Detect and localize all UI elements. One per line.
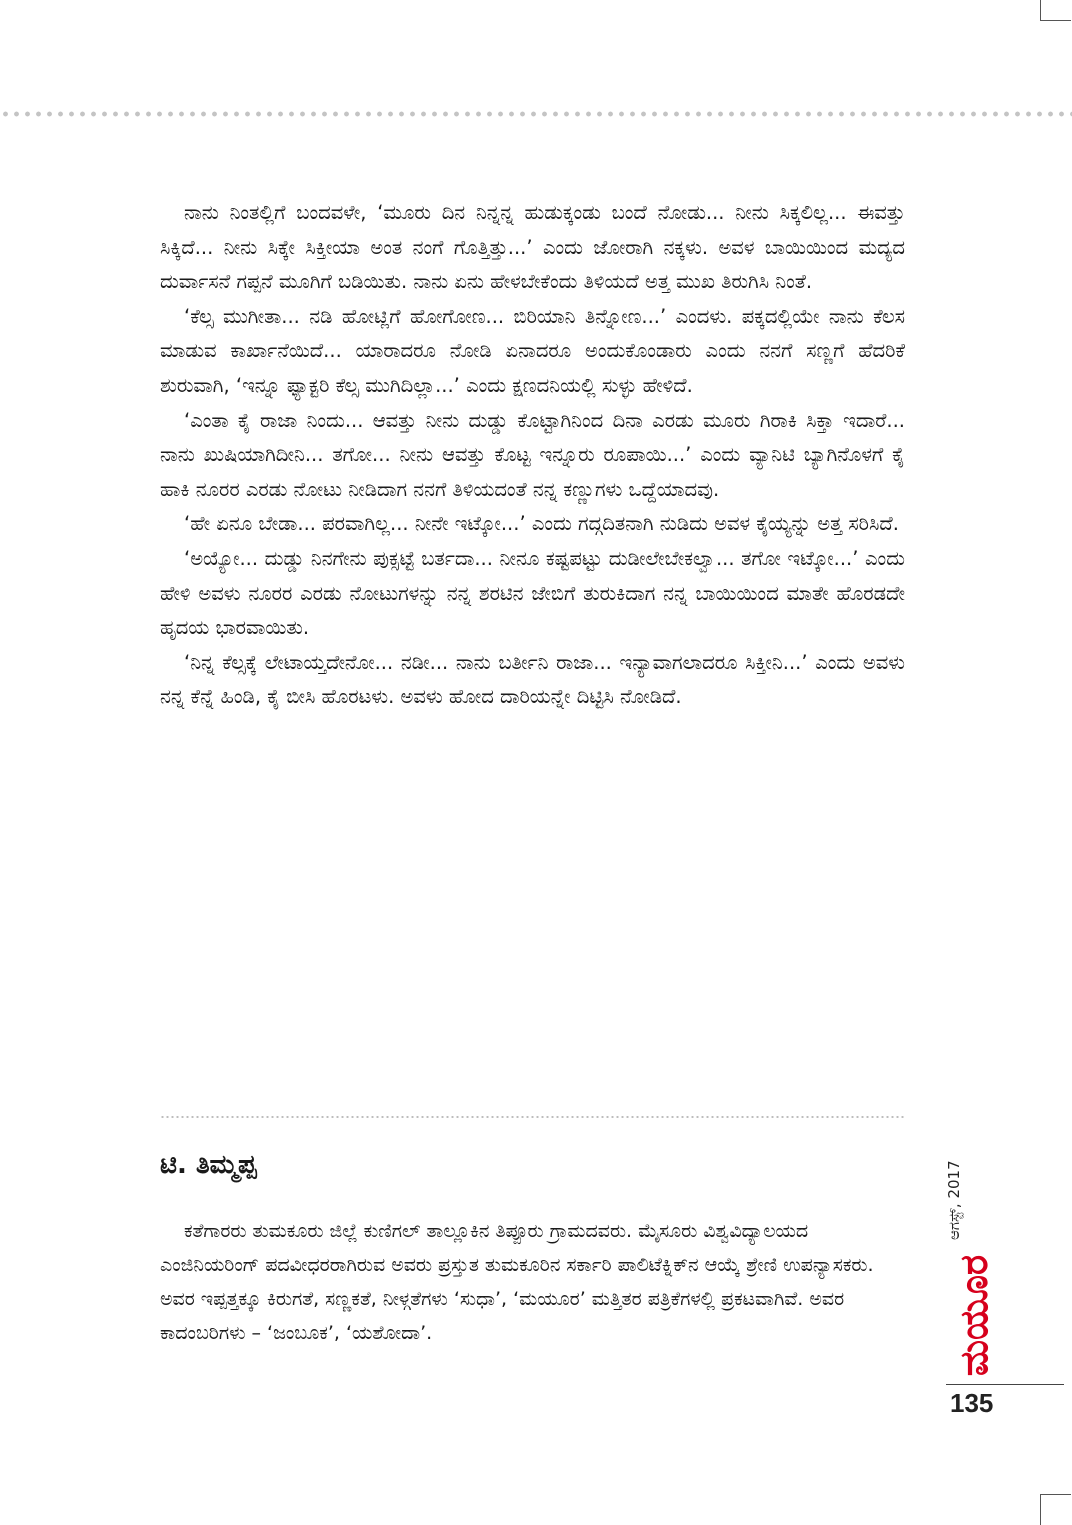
story-paragraph: ನಾನು ನಿಂತಲ್ಲಿಗೆ ಬಂದವಳೇ, ‘ಮೂರು ದಿನ ನಿನ್ನನ್ನ ಹುಡುಕ್ಕಂಡು ಬಂದೆ ನೋಡು... ನೀನು ಸಿಕ್ಕಲಿಲ್ಲ... ಈವತ್ತು ಸಿಕ್ಕಿದೆ... ನೀನು ಸಿಕ್ಕೇ ಸಿಕ್ತೀಯಾ ಅಂತ ನಂಗೆ ಗೊತ್ತಿತ್ತು...’ ಎಂದು ಜೋರಾಗಿ ನಕ್ಕಳು. ಅವಳ ಬಾಯಿಯಿಂದ ಮದ್ಯದ ದುರ್ವಾಸನೆ ಗಪ್ಪನೆ ಮೂಗಿಗೆ ಬಡಿಯಿತು. ನಾನು ಏನು ಹೇಳಬೇಕೆಂದು ತಿಳಿಯದೆ ಅತ್ತ ಮುಖ ತಿರುಗಿಸಿ ನಿಂತೆ. [160,201,905,294]
crop-mark-bottom-right [1040,1494,1071,1525]
story-body [160,196,905,715]
story-paragraph: ‘ನಿನ್ನ ಕೆಲ್ಸಕ್ಕೆ ಲೇಟಾಯ್ತದೇನೋ... ನಡೀ... ನಾನು ಬರ್ತೀನಿ ರಾಜಾ... ಇನ್ಯಾವಾಗಲಾದರೂ ಸಿಕ್ತೀನಿ...’ ಎಂದು ಅವಳು ನನ್ನ ಕೆನ್ನೆ ಹಿಂಡಿ, ಕೈ ಬೀಸಿ ಹೊರಟಳು. ಅವಳು ಹೋದ ದಾರಿಯನ್ನೇ ದಿಟ್ಟಿಸಿ ನೋಡಿದೆ. [160,650,905,709]
issue-date: ಆಗಸ್ಟ್, 2017 [945,1160,963,1240]
author-name: ಟಿ. ತಿಮ್ಮಪ್ಪ [160,1150,257,1180]
magazine-logo-text: ಮಯೂರ [952,1254,997,1376]
page-number: 135 [950,1388,994,1418]
dotted-divider-bio [160,1116,906,1118]
page-number-rule [946,1384,1064,1385]
story-paragraph: ‘ಕೆಲ್ಸ ಮುಗೀತಾ... ನಡಿ ಹೋಟ್ಲಿಗೆ ಹೋಗೋಣ... ಬಿರಿಯಾನಿ ತಿನ್ನೋಣ...’ ಎಂದಳು. ಪಕ್ಕದಲ್ಲಿಯೇ ನಾನು ಕೆಲಸ ಮಾಡುವ ಕಾರ್ಖಾನೆಯಿದೆ... ಯಾರಾದರೂ ನೋಡಿ ಏನಾದರೂ ಅಂದುಕೊಂಡಾರು ಎಂದು ನನಗೆ ಸಣ್ಣಗೆ ಹೆದರಿಕೆ ಶುರುವಾಗಿ, ‘ಇನ್ನೂ ಫ್ಯಾಕ್ಟರಿ ಕೆಲ್ಸ ಮುಗಿದಿಲ್ಲಾ...’ ಎಂದು ಕ್ಷಣದನಿಯಲ್ಲಿ ಸುಳ್ಳು ಹೇಳಿದೆ. [160,304,905,397]
author-bio: ಕತೆಗಾರರು ತುಮಕೂರು ಜಿಲ್ಲೆ ಕುಣಿಗಲ್ ತಾಲ್ಲೂಕಿನ ತಿಪ್ಪೂರು ಗ್ರಾಮದವರು. ಮೈಸೂರು ವಿಶ್ವವಿದ್ಯಾಲಯದ ಎಂಜಿನಿಯರಿಂಗ್ ಪದವೀಧರರಾಗಿರುವ ಅವರು ಪ್ರಸ್ತುತ ತುಮಕೂರಿನ ಸರ್ಕಾರಿ ಪಾಲಿಟೆಕ್ನಿಕ್‌ನ ಆಯ್ಕೆ ಶ್ರೇಣಿ ಉಪನ್ಯಾಸಕರು. ಅವರ ಇಪ್ಪತ್ತಕ್ಕೂ ಕಿರುಗತೆ, ಸಣ್ಣಕತೆ, ನೀಳ್ಗತೆಗಳು ‘ಸುಧಾ’, ‘ಮಯೂರ’ ಮತ್ತಿತರ ಪತ್ರಿಕೆಗಳಲ್ಲಿ ಪ್ರಕಟವಾಗಿವೆ. ಅವರ ಕಾದಂಬರಿಗಳು – ‘ಜಂಬೂಕ’, ‘ಯಶೋದಾ’. [160,1220,874,1344]
dotted-divider-top [0,111,1072,117]
magazine-logo [950,1250,1000,1380]
crop-mark-top-right [1040,0,1071,21]
story-paragraph: ‘ಅಯ್ಯೋ... ದುಡ್ಡು ನಿನಗೇನು ಪುಕ್ಸಟ್ಟೆ ಬರ್ತದಾ... ನೀನೂ ಕಷ್ಟಪಟ್ಟು ದುಡೀಲೇಬೇಕಲ್ವಾ... ತಗೋ ಇಟ್ಕೋ...’ ಎಂದು ಹೇಳಿ ಅವಳು ನೂರರ ಎರಡು ನೋಟುಗಳನ್ನು ನನ್ನ ಶರಟಿನ ಜೇಬಿಗೆ ತುರುಕಿದಾಗ ನನ್ನ ಬಾಯಿಯಿಂದ ಮಾತೇ ಹೊರಡದೇ ಹೃದಯ ಭಾರವಾಯಿತು. [160,546,905,640]
story-paragraph: ‘ಹೇ ಏನೂ ಬೇಡಾ... ಪರವಾಗಿಲ್ಲ... ನೀನೇ ಇಟ್ಕೋ...’ ಎಂದು ಗದ್ಗದಿತನಾಗಿ ನುಡಿದು ಅವಳ ಕೈಯ್ಯನ್ನು ಅತ್ತ ಸರಿಸಿದೆ. [184,512,899,536]
story-paragraph: ‘ಎಂತಾ ಕೈ ರಾಜಾ ನಿಂದು... ಆವತ್ತು ನೀನು ದುಡ್ಡು ಕೊಟ್ಟಾಗಿನಿಂದ ದಿನಾ ಎರಡು ಮೂರು ಗಿರಾಕಿ ಸಿಕ್ತಾ ಇದಾರೆ... ನಾನು ಖುಷಿಯಾಗಿದೀನಿ... ತಗೋ... ನೀನು ಆವತ್ತು ಕೊಟ್ಟ ಇನ್ನೂರು ರೂಪಾಯಿ...’ ಎಂದು ವ್ಯಾನಿಟಿ ಬ್ಯಾಗಿನೊಳಗೆ ಕೈ ಹಾಕಿ ನೂರರ ಎರಡು ನೋಟು ನೀಡಿದಾಗ ನನಗೆ ತಿಳಿಯದಂತೆ ನನ್ನ ಕಣ್ಣುಗಳು ಒದ್ದೆಯಾದವು. [160,408,905,501]
